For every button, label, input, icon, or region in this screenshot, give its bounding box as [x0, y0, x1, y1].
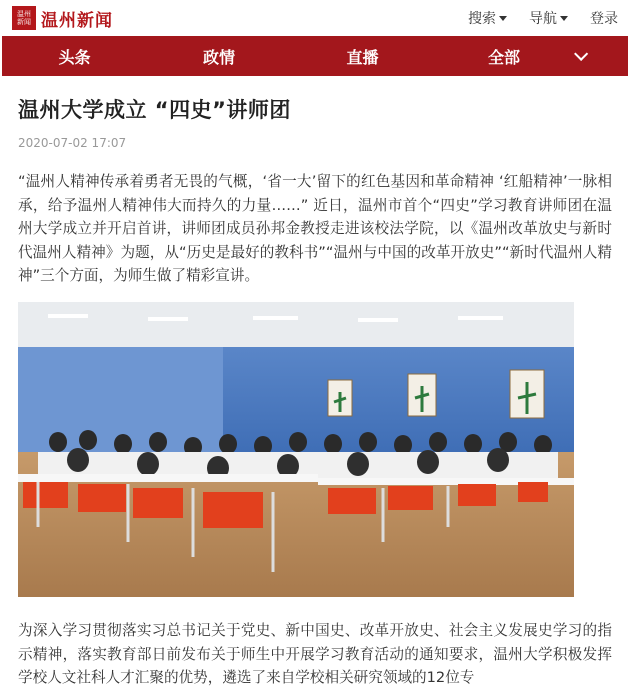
search-menu-button[interactable] [468, 8, 507, 28]
logo-seal-text: 温州新闻 [17, 10, 31, 26]
tab-live[interactable]: 直播 [346, 47, 379, 67]
login-label: 登录 [590, 11, 618, 27]
chevron-down-icon [560, 16, 568, 21]
nav-menu-button[interactable] [529, 8, 568, 28]
top-bar [0, 0, 630, 36]
article-date: 2020-07-02 17:07 [18, 136, 127, 150]
tab-all[interactable]: 全部 [487, 47, 520, 67]
article-paragraph: “温州人精神传承着勇者无畏的气概，‘省一大’留下的红色基因和革命精神 ‘红船精神’一脉相承，给予温州人精神伟大而持久的力量……” 近日，温州市首个“四史”学习教育讲师团在温州大学成立并开启首讲，讲师团成员孙邦金教授走进该校法学院，以《温州改革放史与新时代温州人精神》为题，从“历史是最好的教科书”“温州与中国的改革开放史”“新时代温州人精神”三个方面，为师生做了精彩宣讲。 [18, 173, 612, 284]
article [0, 94, 630, 690]
tab-politics[interactable]: 政情 [202, 47, 235, 67]
expand-channels-icon[interactable] [574, 47, 588, 61]
article-paragraph: 为深入学习贯彻落实习总书记关于党史、新中国史、改革开放史、社会主义发展史学习的指示精神，落实教育部日前发布关于师生中开展学习教育活动的通知要求，温州大学积极发挥学校人文社科人才汇聚的优势，遴选了来自学校相关研究领域的12位专 [18, 622, 612, 687]
nav-label: 导航 [529, 11, 557, 27]
channel-nav [2, 36, 628, 76]
search-label: 搜索 [468, 11, 496, 27]
login-button[interactable] [590, 8, 618, 28]
tab-headlines[interactable]: 头条 [58, 47, 91, 67]
lecture-hall-photo [18, 302, 574, 597]
article-title: 温州大学成立 “四史”讲师团 [18, 98, 291, 122]
site-logo[interactable] [12, 6, 36, 30]
site-name[interactable]: 温州新闻 [41, 10, 113, 31]
chevron-down-icon [499, 16, 507, 21]
